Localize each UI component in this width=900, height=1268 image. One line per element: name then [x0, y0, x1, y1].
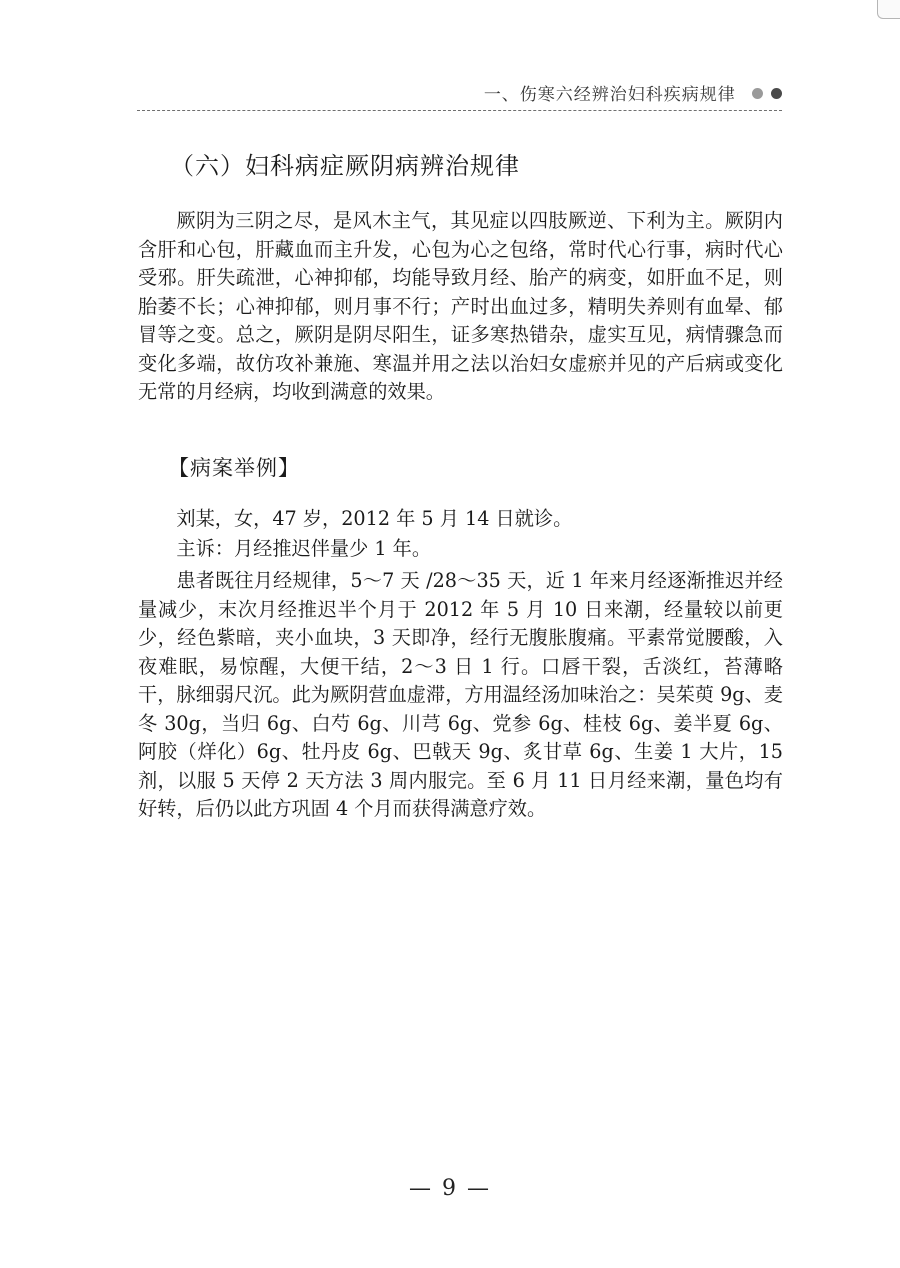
- intro-paragraph: 厥阴为三阴之尽，是风木主气，其见症以四肢厥逆、下利为主。厥阴内含肝和心包，肝藏血而主升发，心包为心之包络，常时代心行事，病时代心受邪。肝失疏泄，心神抑郁，均能导致月经、胎产的病变，如肝血不足，则胎萎不长；心神抑郁，则月事不行；产时出血过多，精明失养则有血晕、郁冒等之变。总之，厥阴是阴尽阳生，证多寒热错杂，虚实互见，病情骤急而变化多端，故仿攻补兼施、寒温并用之法以治妇女虚瘀并见的产后病或变化无常的月经病，均收到满意的效果。: [138, 209, 783, 403]
- case-heading: 【病案举例】: [168, 456, 300, 480]
- header-dot-dark-icon: [771, 88, 782, 99]
- header-dot-light-icon: [752, 88, 763, 99]
- header-ornament-dots: [749, 83, 782, 102]
- page-number: — 9 —: [409, 1176, 491, 1201]
- page-corner-mark: [877, 0, 900, 19]
- running-header: [137, 80, 782, 106]
- case-history-paragraph: 患者既往月经规律，5～7 天 /28～35 天，近 1 年来月经逐渐推迟并经量减少，末次月经推迟半个月于 2012 年 5 月 10 日来潮，经量较以前更少，经色紫暗，夹小血块，3 天即净，经行无腹胀腹痛。平素常觉腰酸，入夜难眠，易惊醒，大便干结，2～3 日 1 行。口唇干裂，舌淡红，苔薄略干，脉细弱尺沉。此为厥阴营血虚滞，方用温经汤加味治之：吴茱萸 9g、麦冬 30g，当归 6g、白芍 6g、川芎 6g、党参 6g、桂枝 6g、姜半夏 6g、阿胶（烊化）6g、牡丹皮 6g、巴戟天 9g、炙甘草 6g、生姜 1 大片，15 剂，以服 5 天停 2 天方法 3 周内服完。至 6 月 11 日月经来潮，量色均有好转，后仍以此方巩固 4 个月而获得满意疗效。: [138, 569, 783, 820]
- case-patient-line: 刘某，女，47 岁，2012 年 5 月 14 日就诊。: [176, 507, 573, 530]
- case-complaint-line: 主诉：月经推迟伴量少 1 年。: [176, 537, 432, 560]
- running-header-title: 一、伤寒六经辨治妇科疾病规律: [483, 85, 736, 105]
- section-heading: （六）妇科病症厥阴病辨治规律: [170, 152, 520, 180]
- header-divider: [137, 110, 782, 111]
